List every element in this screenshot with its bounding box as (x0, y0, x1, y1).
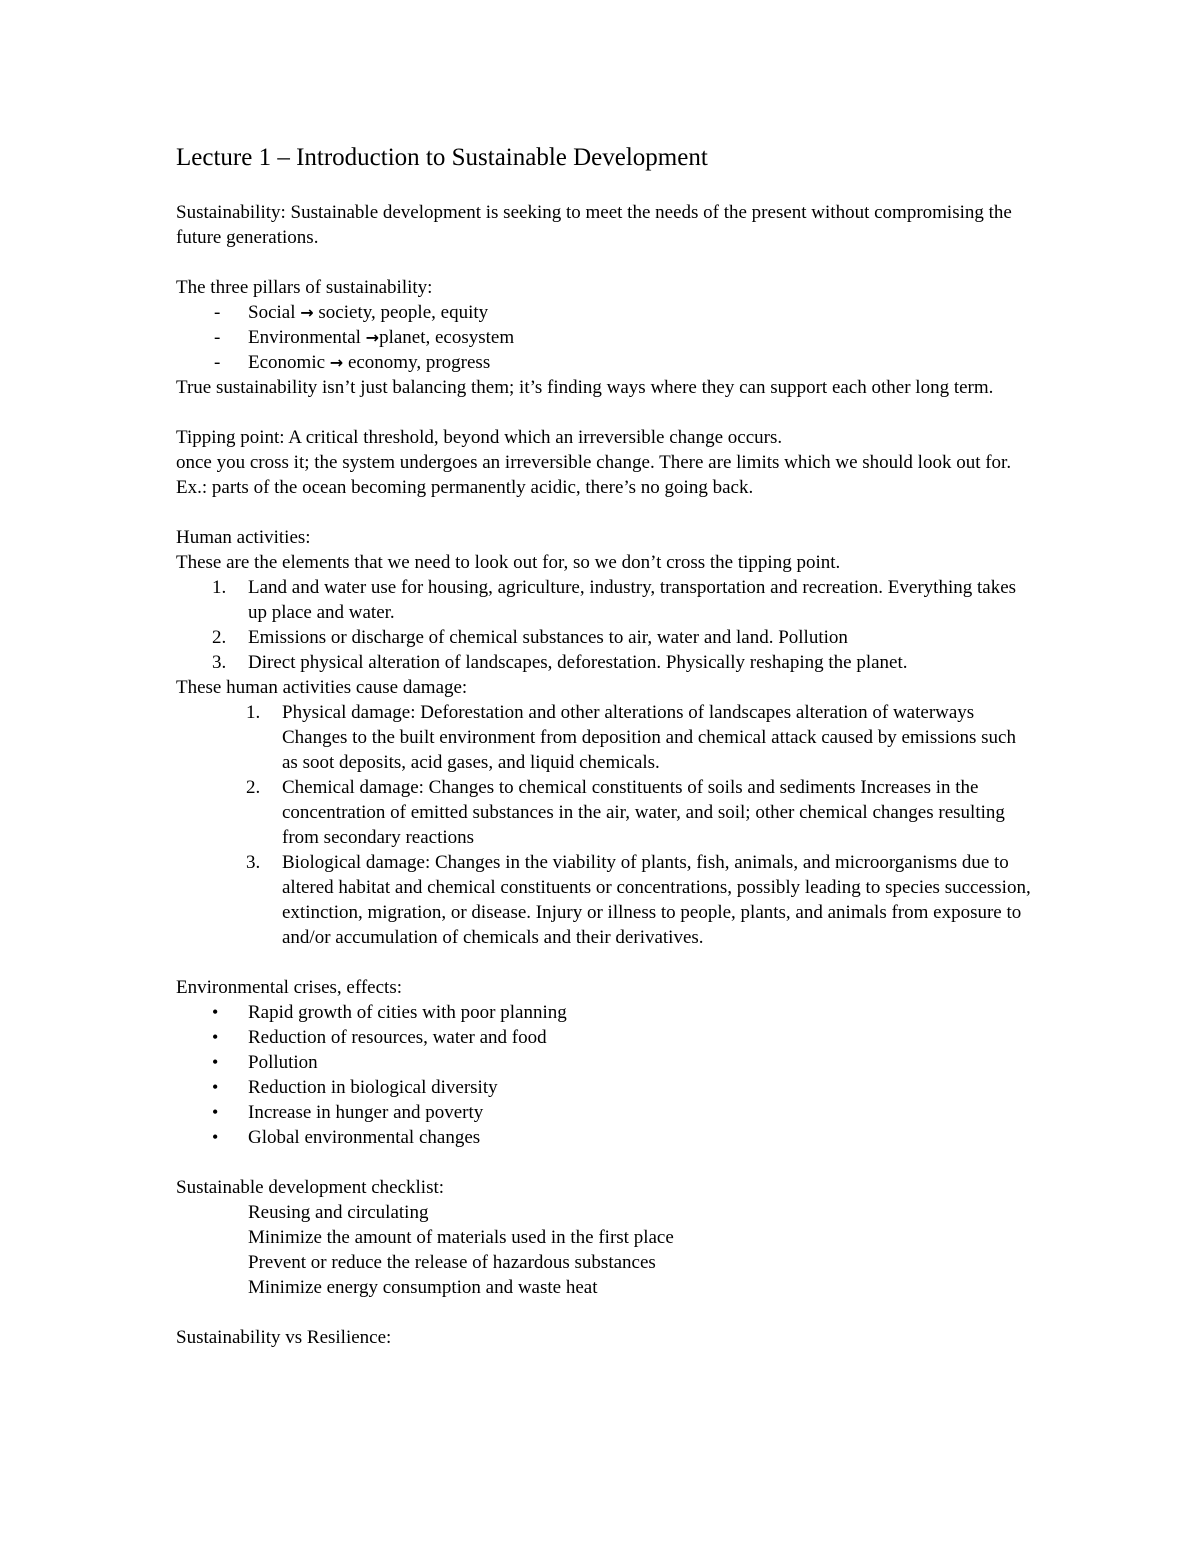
list-item: • Reduction in biological diversity (212, 1077, 498, 1098)
list-item: • Pollution (212, 1052, 318, 1073)
pillars-list (176, 300, 1036, 375)
list-number: 1. (246, 702, 261, 723)
bullet-icon: • (212, 1127, 219, 1147)
human-activities-intro: These are the elements that we need to look out for, so we don’t cross the tipping point. (176, 552, 841, 573)
list-item: - Social → society, people, equity (214, 302, 489, 323)
page-title: Lecture 1 – Introduction to Sustainable Development (176, 144, 708, 171)
dash-marker: - (214, 352, 221, 373)
list-item: Minimize energy consumption and waste heat (248, 1277, 598, 1298)
arrow-icon: → (329, 353, 344, 372)
document-body (176, 138, 1036, 1350)
arrow-icon: → (365, 328, 380, 347)
crises-list (176, 1000, 1036, 1150)
list-item: - Economic → economy, progress (214, 352, 491, 373)
definition-paragraph: Sustainability: Sustainable development is seeking to meet the needs of the present without compromising the future generations. (176, 202, 1012, 248)
list-item: 3. Direct physical alteration of landscapes, deforestation. Physically reshaping the planet. (212, 652, 908, 673)
list-number: 1. (212, 577, 227, 598)
list-item: • Rapid growth of cities with poor planning (212, 1002, 567, 1023)
list-item: • Increase in hunger and poverty (212, 1102, 484, 1123)
list-number: 3. (212, 652, 227, 673)
pillars-note: True sustainability isn’t just balancing them; it’s finding ways where they can support each other long term. (176, 377, 994, 398)
dash-marker: - (214, 327, 221, 348)
list-number: 3. (246, 852, 261, 873)
list-item: • Global environmental changes (212, 1127, 481, 1148)
damage-list (176, 700, 1036, 950)
bullet-icon: • (212, 1027, 219, 1047)
crises-heading: Environmental crises, effects: (176, 977, 402, 998)
list-number: 2. (246, 777, 261, 798)
bullet-icon: • (212, 1002, 219, 1022)
list-item: 3. Biological damage: Changes in the viability of plants, fish, animals, and microorganisms due to altered habitat and chemical constituents or concentrations, possibly leading to species succession, extinction, migration, or disease. Injury or illness to people, plants, and animals from exposure to and/or accumulation of chemicals and their derivatives. (246, 852, 1031, 948)
human-activities-list (176, 575, 1036, 675)
tipping-point-explanation: once you cross it; the system undergoes an irreversible change. There are limits which we should look out for. Ex.: parts of the ocean becoming permanently acidic, there’s no going back. (176, 452, 1012, 498)
bullet-icon: • (212, 1077, 219, 1097)
list-item: 1. Land and water use for housing, agriculture, industry, transportation and recreation. Everything takes up place and water. (212, 577, 1017, 623)
resilience-heading: Sustainability vs Resilience: (176, 1327, 392, 1348)
checklist-heading: Sustainable development checklist: (176, 1177, 445, 1198)
list-item: 2. Chemical damage: Changes to chemical constituents of soils and sediments Increases in the concentration of emitted substances in the air, water, and soil; other chemical changes resulting from secondary reactions (246, 777, 1005, 848)
list-item: Minimize the amount of materials used in the first place (248, 1227, 674, 1248)
list-item: Reusing and circulating (248, 1202, 429, 1223)
bullet-icon: • (212, 1102, 219, 1122)
checklist-list (176, 1200, 1036, 1300)
list-item: - Environmental →planet, ecosystem (214, 327, 515, 348)
pillars-heading: The three pillars of sustainability: (176, 277, 433, 298)
list-number: 2. (212, 627, 227, 648)
bullet-icon: • (212, 1052, 219, 1072)
list-item: 2. Emissions or discharge of chemical substances to air, water and land. Pollution (212, 627, 848, 648)
damage-heading: These human activities cause damage: (176, 677, 468, 698)
tipping-point-definition: Tipping point: A critical threshold, beyond which an irreversible change occurs. (176, 427, 783, 448)
list-item: 1. Physical damage: Deforestation and other alterations of landscapes alteration of waterways Changes to the built environment from deposition and chemical attack caused by emissions such as soot deposits, acid gases, and liquid chemicals. (246, 702, 1016, 773)
arrow-icon: → (300, 303, 314, 322)
list-item: Prevent or reduce the release of hazardous substances (248, 1252, 656, 1273)
human-activities-heading: Human activities: (176, 527, 311, 548)
dash-marker: - (214, 302, 221, 323)
list-item: • Reduction of resources, water and food (212, 1027, 547, 1048)
